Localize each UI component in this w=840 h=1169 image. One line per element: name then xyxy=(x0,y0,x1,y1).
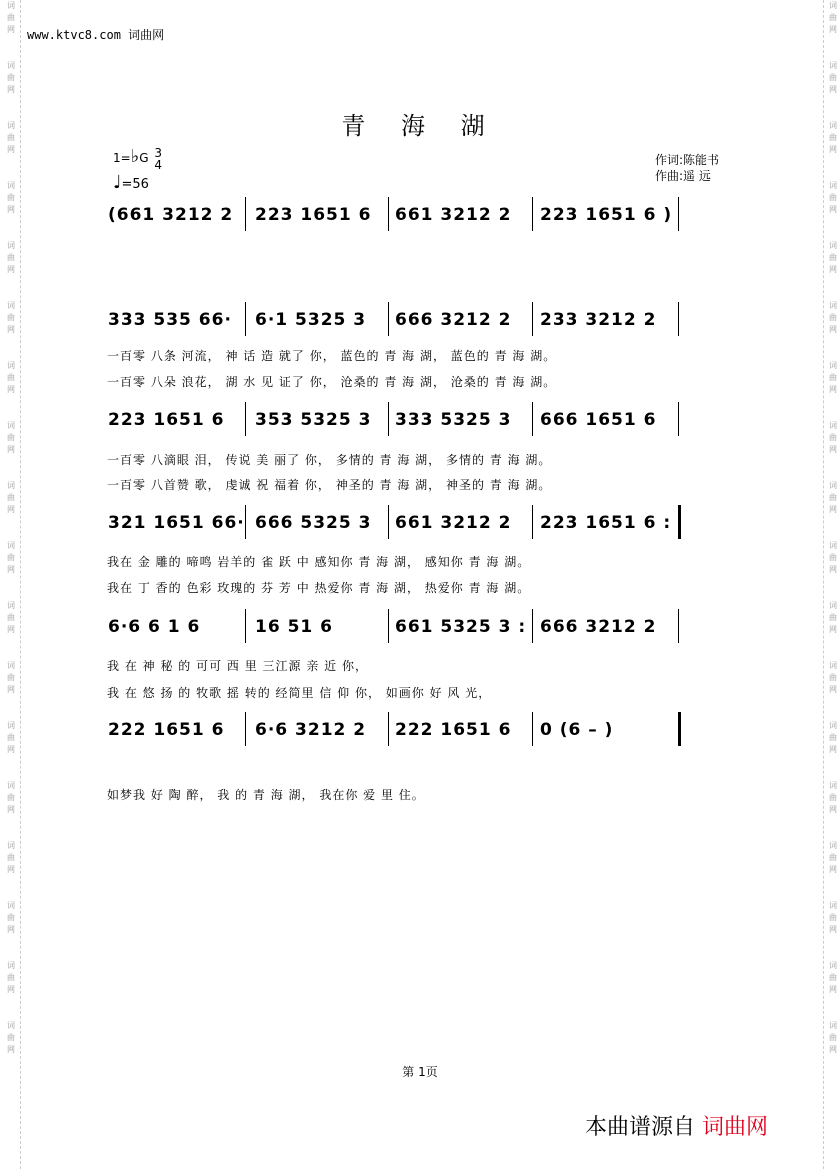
watermark-char: 网 xyxy=(7,265,15,274)
watermark-char: 词 xyxy=(7,901,15,910)
watermark-char: 网 xyxy=(829,145,837,154)
quarter-note-icon: ♩ xyxy=(113,172,122,193)
measure: 666 3212 2 xyxy=(540,617,657,637)
measure: 6·6 6 1 6 xyxy=(108,617,201,637)
watermark-char: 词 xyxy=(829,301,837,310)
watermark-char: 词 xyxy=(829,181,837,190)
lyricist: 作词:陈能书 xyxy=(655,153,720,167)
watermark-char: 网 xyxy=(7,925,15,934)
watermark-char: 词 xyxy=(7,841,15,850)
watermark-char: 网 xyxy=(829,925,837,934)
staff-row xyxy=(100,720,690,760)
watermark-char: 曲 xyxy=(829,733,837,742)
watermark-char: 网 xyxy=(7,145,15,154)
watermark-char: 网 xyxy=(829,805,837,814)
measure: 321 1651 66· xyxy=(108,513,245,533)
watermark-glyphs xyxy=(4,660,18,696)
watermark-glyphs xyxy=(826,0,840,36)
watermark-char: 词 xyxy=(7,1,15,10)
barline xyxy=(245,505,246,539)
watermark-char: 网 xyxy=(829,445,837,454)
watermark-char: 曲 xyxy=(7,853,15,862)
watermark-char: 词 xyxy=(829,841,837,850)
lyric-line-3a: 我在 金 雕的 啼鸣 岩羊的 雀 跃 中 感知你 青 海 湖， 感知你 青 海 湖。 xyxy=(107,555,531,569)
watermark-char: 词 xyxy=(829,241,837,250)
watermark-char: 曲 xyxy=(829,973,837,982)
barline xyxy=(245,197,246,231)
watermark-char: 网 xyxy=(7,25,15,34)
watermark-char: 曲 xyxy=(829,433,837,442)
watermark-char: 词 xyxy=(829,661,837,670)
watermark-glyphs xyxy=(4,540,18,576)
measure: 666 3212 2 xyxy=(395,310,512,330)
watermark-char: 网 xyxy=(7,745,15,754)
watermark-char: 曲 xyxy=(829,373,837,382)
watermark-glyphs xyxy=(826,300,840,336)
measure: (661 3212 2 xyxy=(108,205,234,225)
watermark-char: 网 xyxy=(829,865,837,874)
watermark-glyphs xyxy=(826,960,840,996)
watermark-char: 曲 xyxy=(7,1033,15,1042)
source-prefix: 本曲谱源自 xyxy=(585,1115,696,1140)
watermark-glyphs xyxy=(4,360,18,396)
watermark-char: 网 xyxy=(7,985,15,994)
watermark-char: 曲 xyxy=(829,613,837,622)
watermark-char: 曲 xyxy=(7,73,15,82)
watermark-glyphs xyxy=(826,720,840,756)
watermark-char: 网 xyxy=(829,985,837,994)
barline xyxy=(532,505,533,539)
staff-row xyxy=(100,513,690,553)
lyric-line-1a: 一百零 八条 河流， 神 话 造 就了 你， 蓝色的 青 海 湖， 蓝色的 青 海 湖。 xyxy=(107,349,557,363)
watermark-char: 网 xyxy=(829,325,837,334)
lyric-line-1b: 一百零 八朵 浪花， 湖 水 见 证了 你， 沧桑的 青 海 湖， 沧桑的 青 海 湖。 xyxy=(107,375,557,389)
watermark-char: 网 xyxy=(829,625,837,634)
watermark-char: 网 xyxy=(829,565,837,574)
watermark-char: 曲 xyxy=(829,493,837,502)
measure: 661 5325 3 : xyxy=(395,617,527,637)
lyric-line-5a: 如梦我 好 陶 醉， 我 的 青 海 湖， 我在你 爱 里 住。 xyxy=(107,788,425,802)
barline xyxy=(245,609,246,643)
watermark-char: 词 xyxy=(829,901,837,910)
watermark-char: 曲 xyxy=(829,673,837,682)
watermark-char: 网 xyxy=(7,685,15,694)
watermark-char: 词 xyxy=(829,1021,837,1030)
barline xyxy=(388,712,389,746)
barline xyxy=(245,402,246,436)
measure: 6·1 5325 3 xyxy=(255,310,367,330)
composer: 作曲:遥 远 xyxy=(655,169,711,183)
watermark-glyphs xyxy=(826,780,840,816)
watermark-char: 曲 xyxy=(829,313,837,322)
watermark-glyphs xyxy=(4,300,18,336)
watermark-char: 网 xyxy=(829,205,837,214)
watermark-char: 网 xyxy=(7,805,15,814)
watermark-char: 网 xyxy=(829,745,837,754)
watermark-char: 曲 xyxy=(7,613,15,622)
watermark-char: 曲 xyxy=(7,133,15,142)
watermark-glyphs xyxy=(4,720,18,756)
watermark-char: 曲 xyxy=(7,673,15,682)
watermark-char: 曲 xyxy=(829,13,837,22)
watermark-char: 词 xyxy=(829,1,837,10)
measure: 222 1651 6 xyxy=(108,720,225,740)
tempo-marking xyxy=(113,172,149,193)
measure: 333 5325 3 xyxy=(395,410,512,430)
staff-row xyxy=(100,205,690,245)
watermark-glyphs xyxy=(4,960,18,996)
watermark-glyphs xyxy=(826,480,840,516)
watermark-glyphs xyxy=(826,420,840,456)
watermark-char: 网 xyxy=(7,445,15,454)
watermark-char: 曲 xyxy=(829,793,837,802)
right-watermark-strip xyxy=(823,0,840,1169)
watermark-char: 曲 xyxy=(7,913,15,922)
time-top: 3 xyxy=(154,145,162,160)
left-watermark-strip xyxy=(4,0,21,1169)
measure: 6·6 3212 2 xyxy=(255,720,367,740)
watermark-char: 曲 xyxy=(7,433,15,442)
watermark-char: 网 xyxy=(829,25,837,34)
watermark-glyphs xyxy=(826,900,840,936)
watermark-char: 网 xyxy=(7,205,15,214)
watermark-char: 词 xyxy=(7,661,15,670)
measure: 661 3212 2 xyxy=(395,513,512,533)
lyric-line-4b: 我 在 悠 扬 的 牧歌 摇 转的 经简里 信 仰 你， 如画你 好 风 光， xyxy=(107,686,492,700)
watermark-char: 网 xyxy=(829,265,837,274)
lyric-line-2a: 一百零 八滴眼 泪， 传说 美 丽了 你， 多情的 青 海 湖， 多情的 青 海 湖。 xyxy=(107,453,552,467)
measure: 16 51 6 xyxy=(255,617,333,637)
watermark-char: 词 xyxy=(829,61,837,70)
lyric-line-4a: 我 在 神 秘 的 可可 西 里 三江源 亲 近 你， xyxy=(107,659,368,673)
watermark-glyphs xyxy=(826,180,840,216)
watermark-char: 词 xyxy=(829,721,837,730)
watermark-char: 词 xyxy=(7,721,15,730)
watermark-char: 曲 xyxy=(7,253,15,262)
barline xyxy=(678,402,679,436)
watermark-char: 词 xyxy=(7,961,15,970)
watermark-char: 词 xyxy=(829,481,837,490)
barline xyxy=(388,609,389,643)
watermark-glyphs xyxy=(826,540,840,576)
measure: 661 3212 2 xyxy=(395,205,512,225)
barline xyxy=(532,712,533,746)
credits xyxy=(655,152,719,184)
watermark-glyphs xyxy=(4,480,18,516)
watermark-char: 曲 xyxy=(7,313,15,322)
watermark-glyphs xyxy=(4,1020,18,1056)
watermark-char: 网 xyxy=(7,325,15,334)
source-brand[interactable]: 词曲网 xyxy=(702,1115,769,1140)
measure: 353 5325 3 xyxy=(255,410,372,430)
watermark-char: 词 xyxy=(7,61,15,70)
measure: 666 1651 6 xyxy=(540,410,657,430)
watermark-char: 曲 xyxy=(829,193,837,202)
watermark-char: 网 xyxy=(829,85,837,94)
watermark-char: 曲 xyxy=(829,133,837,142)
measure: 223 1651 6 xyxy=(108,410,225,430)
barline xyxy=(245,302,246,336)
watermark-char: 词 xyxy=(7,781,15,790)
watermark-glyphs xyxy=(826,360,840,396)
barline xyxy=(388,402,389,436)
barline xyxy=(388,197,389,231)
barline xyxy=(245,712,246,746)
watermark-char: 网 xyxy=(829,385,837,394)
barline xyxy=(678,302,679,336)
watermark-char: 曲 xyxy=(7,13,15,22)
time-bottom: 4 xyxy=(154,157,162,172)
watermark-glyphs xyxy=(4,840,18,876)
watermark-char: 网 xyxy=(7,565,15,574)
watermark-char: 曲 xyxy=(829,913,837,922)
watermark-char: 曲 xyxy=(829,553,837,562)
key-label: 1= xyxy=(113,151,131,165)
watermark-char: 词 xyxy=(7,541,15,550)
staff-row xyxy=(100,617,690,657)
watermark-glyphs xyxy=(4,60,18,96)
watermark-char: 词 xyxy=(7,121,15,130)
watermark-char: 网 xyxy=(7,505,15,514)
measure: 0 (6 – ) xyxy=(540,720,614,740)
watermark-char: 词 xyxy=(829,961,837,970)
barline xyxy=(388,505,389,539)
watermark-char: 网 xyxy=(7,625,15,634)
watermark-glyphs xyxy=(4,900,18,936)
barline xyxy=(678,712,681,746)
watermark-glyphs xyxy=(4,780,18,816)
watermark-glyphs xyxy=(826,60,840,96)
watermark-char: 词 xyxy=(829,121,837,130)
time-signature xyxy=(154,147,162,171)
barline xyxy=(532,402,533,436)
measure: 233 3212 2 xyxy=(540,310,657,330)
watermark-char: 词 xyxy=(7,361,15,370)
watermark-char: 曲 xyxy=(7,733,15,742)
measure: 666 5325 3 xyxy=(255,513,372,533)
watermark-char: 曲 xyxy=(7,793,15,802)
song-title: 青 海 湖 xyxy=(341,112,499,140)
staff-row xyxy=(100,310,690,350)
watermark-char: 词 xyxy=(829,541,837,550)
watermark-char: 曲 xyxy=(7,973,15,982)
lyric-line-2b: 一百零 八首赞 歌， 虔诚 祝 福着 你， 神圣的 青 海 湖， 神圣的 青 海 湖。 xyxy=(107,478,552,492)
key-note: G xyxy=(139,151,149,165)
barline xyxy=(678,609,679,643)
lyric-line-3b: 我在 丁 香的 色彩 玫瑰的 芬 芳 中 热爱你 青 海 湖， 热爱你 青 海 湖。 xyxy=(107,581,531,595)
watermark-char: 曲 xyxy=(7,493,15,502)
staff-row xyxy=(100,410,690,450)
watermark-glyphs xyxy=(826,1020,840,1056)
watermark-glyphs xyxy=(4,180,18,216)
watermark-char: 词 xyxy=(829,361,837,370)
watermark-char: 曲 xyxy=(7,193,15,202)
watermark-char: 曲 xyxy=(829,853,837,862)
measure: 223 1651 6 : xyxy=(540,513,672,533)
watermark-char: 网 xyxy=(829,685,837,694)
barline xyxy=(678,505,681,539)
key-signature xyxy=(113,146,162,171)
watermark-char: 曲 xyxy=(7,553,15,562)
watermark-char: 网 xyxy=(7,385,15,394)
watermark-char: 网 xyxy=(829,505,837,514)
watermark-char: 网 xyxy=(7,1045,15,1054)
watermark-char: 词 xyxy=(829,421,837,430)
barline xyxy=(678,197,679,231)
barline xyxy=(532,609,533,643)
watermark-char: 词 xyxy=(7,601,15,610)
watermark-glyphs xyxy=(4,240,18,276)
watermark-char: 词 xyxy=(829,601,837,610)
watermark-glyphs xyxy=(4,600,18,636)
barline xyxy=(388,302,389,336)
watermark-char: 词 xyxy=(7,181,15,190)
watermark-char: 网 xyxy=(829,1045,837,1054)
watermark-char: 曲 xyxy=(829,1033,837,1042)
watermark-char: 网 xyxy=(7,865,15,874)
watermark-char: 曲 xyxy=(7,373,15,382)
watermark-char: 词 xyxy=(7,241,15,250)
measure: 223 1651 6 xyxy=(255,205,372,225)
flat-icon: ♭ xyxy=(130,146,140,167)
barline xyxy=(532,197,533,231)
watermark-char: 词 xyxy=(7,421,15,430)
site-url[interactable]: www.ktvc8.com 词曲网 xyxy=(27,28,165,42)
watermark-glyphs xyxy=(4,0,18,36)
measure: 222 1651 6 xyxy=(395,720,512,740)
watermark-glyphs xyxy=(4,420,18,456)
watermark-glyphs xyxy=(826,600,840,636)
measure: 333 535 66· xyxy=(108,310,232,330)
watermark-char: 词 xyxy=(7,481,15,490)
page-number: 第 1页 xyxy=(402,1065,438,1079)
watermark-glyphs xyxy=(826,840,840,876)
watermark-char: 词 xyxy=(7,1021,15,1030)
watermark-char: 网 xyxy=(7,85,15,94)
watermark-glyphs xyxy=(826,660,840,696)
watermark-char: 曲 xyxy=(829,253,837,262)
watermark-char: 词 xyxy=(7,301,15,310)
tempo-value: =56 xyxy=(121,177,149,192)
barline xyxy=(532,302,533,336)
watermark-char: 词 xyxy=(829,781,837,790)
watermark-glyphs xyxy=(826,240,840,276)
watermark-char: 曲 xyxy=(829,73,837,82)
source-credit xyxy=(585,1110,768,1141)
measure: 223 1651 6 ) xyxy=(540,205,673,225)
